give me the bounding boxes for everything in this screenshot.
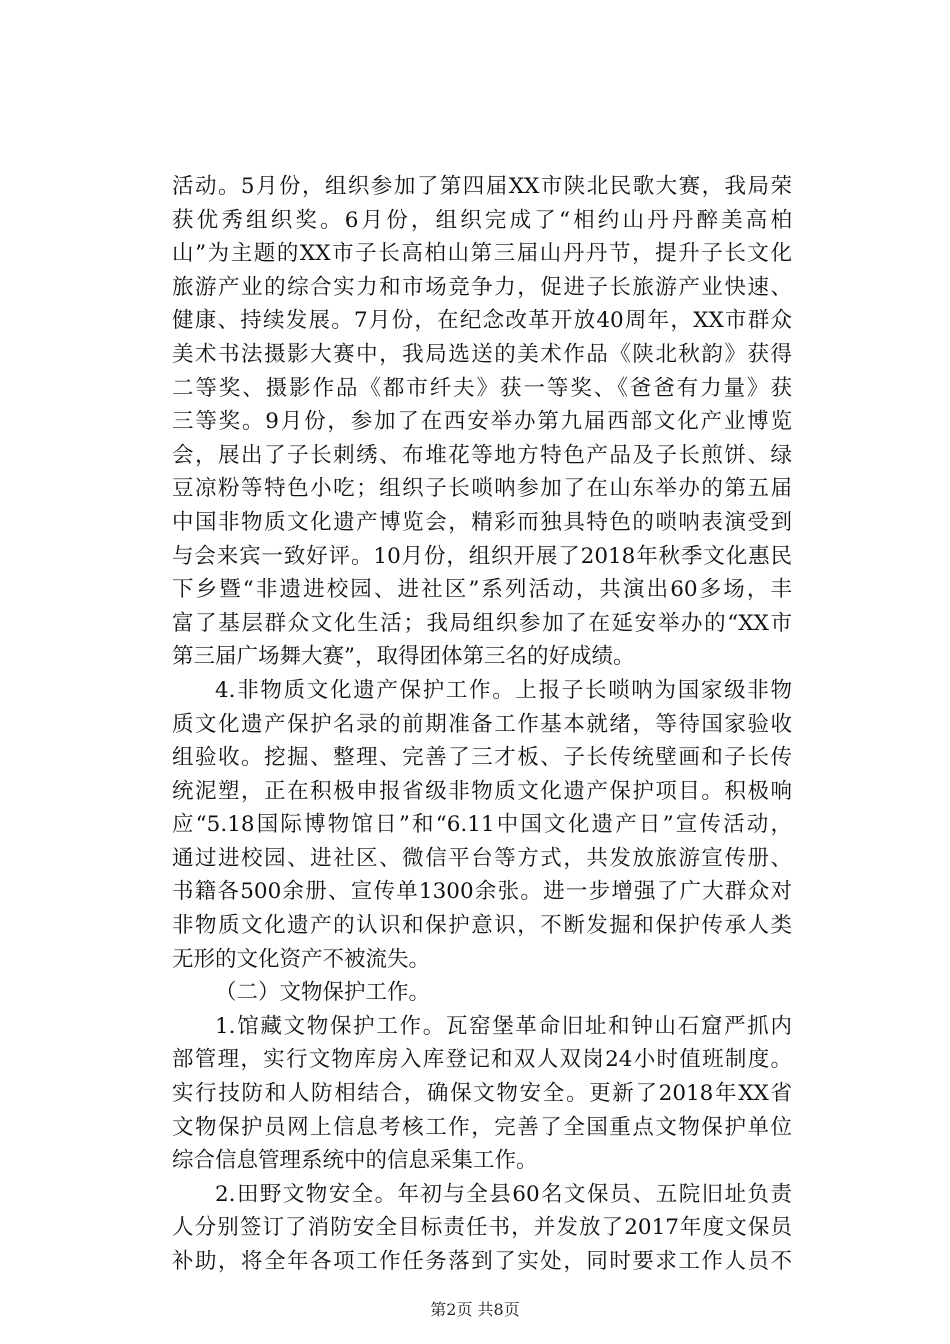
body-line: 中国非物质文化遗产博览会，精彩而独具特色的唢呐表演受到: [172, 509, 792, 535]
body-line: 会，展出了子长刺绣、布堆花等地方特色产品及子长煎饼、绿: [172, 442, 792, 468]
body-line: 非物质文化遗产的认识和保护意识，不断发掘和保护传承人类: [172, 913, 792, 939]
body-line: 健康、持续发展。7月份，在纪念改革开放40周年，XX市群众: [172, 308, 792, 334]
body-line: 三等奖。9月份，参加了在西安举办第九届西部文化产业博览: [172, 409, 792, 435]
body-line: 豆凉粉等特色小吃；组织子长唢呐参加了在山东举办的第五届: [172, 476, 792, 502]
body-line: 文物保护员网上信息考核工作，完善了全国重点文物保护单位: [172, 1114, 792, 1140]
body-line: 第三届广场舞大赛”，取得团体第三名的好成绩。: [172, 644, 635, 670]
page-number-footer: 第2页 共8页: [430, 1300, 520, 1319]
body-line: 与会来宾一致好评。10月份，组织开展了2018年秋季文化惠民: [172, 543, 792, 569]
body-line: 应“5.18国际博物馆日”和“6.11中国文化遗产日”宣传活动，: [172, 812, 792, 838]
body-line: 实行技防和人防相结合，确保文物安全。更新了2018年XX省: [172, 1081, 792, 1107]
body-line: 部管理，实行文物库房入库登记和双人双岗24小时值班制度。: [172, 1047, 792, 1073]
body-line: 组验收。挖掘、整理、完善了三才板、子长传统壁画和子长传: [172, 745, 792, 771]
section-paragraph-start: 4.非物质文化遗产保护工作。上报子长唢呐为国家级非物: [215, 677, 792, 703]
body-line: 下乡暨“非遗进校园、进社区”系列活动，共演出60多场，丰: [172, 577, 792, 603]
section-paragraph-start: 1.馆藏文物保护工作。瓦窑堡革命旧址和钟山石窟严抓内: [215, 1013, 792, 1039]
body-line: 通过进校园、进社区、微信平台等方式，共发放旅游宣传册、: [172, 845, 792, 871]
body-line: 山”为主题的XX市子长高柏山第三届山丹丹节，提升子长文化: [172, 241, 792, 267]
body-line: 二等奖、摄影作品《都市纤夫》获一等奖、《爸爸有力量》获: [172, 375, 792, 401]
body-line: 无形的文化资产不被流失。: [172, 946, 431, 972]
body-line: 获优秀组织奖。6月份，组织完成了“相约山丹丹醉美高柏: [172, 207, 792, 233]
body-line: 美术书法摄影大赛中，我局选送的美术作品《陕北秋韵》获得: [172, 341, 792, 367]
body-line: 旅游产业的综合实力和市场竞争力，促进子长旅游产业快速、: [172, 274, 792, 300]
section-paragraph-start: 2.田野文物安全。年初与全县60名文保员、五院旧址负责: [215, 1181, 792, 1207]
body-line: 补助，将全年各项工作任务落到了实处，同时要求工作人员不: [172, 1249, 792, 1274]
body-line: 统泥塑，正在积极申报省级非物质文化遗产保护项目。积极响: [172, 778, 792, 804]
body-line: 富了基层群众文化生活；我局组织参加了在延安举办的“XX市: [172, 610, 792, 636]
document-body: [172, 170, 792, 1279]
body-line: 综合信息管理系统中的信息采集工作。: [172, 1148, 538, 1174]
body-line: 质文化遗产保护名录的前期准备工作基本就绪，等待国家验收: [172, 711, 792, 737]
section-heading: （二）文物保护工作。: [215, 980, 431, 1006]
body-line: 活动。5月份，组织参加了第四届XX市陕北民歌大赛，我局荣: [172, 174, 792, 199]
body-line: 书籍各500余册、宣传单1300余张。进一步增强了广大群众对: [172, 879, 792, 905]
body-line: 人分别签订了消防安全目标责任书，并发放了2017年度文保员: [172, 1215, 792, 1241]
